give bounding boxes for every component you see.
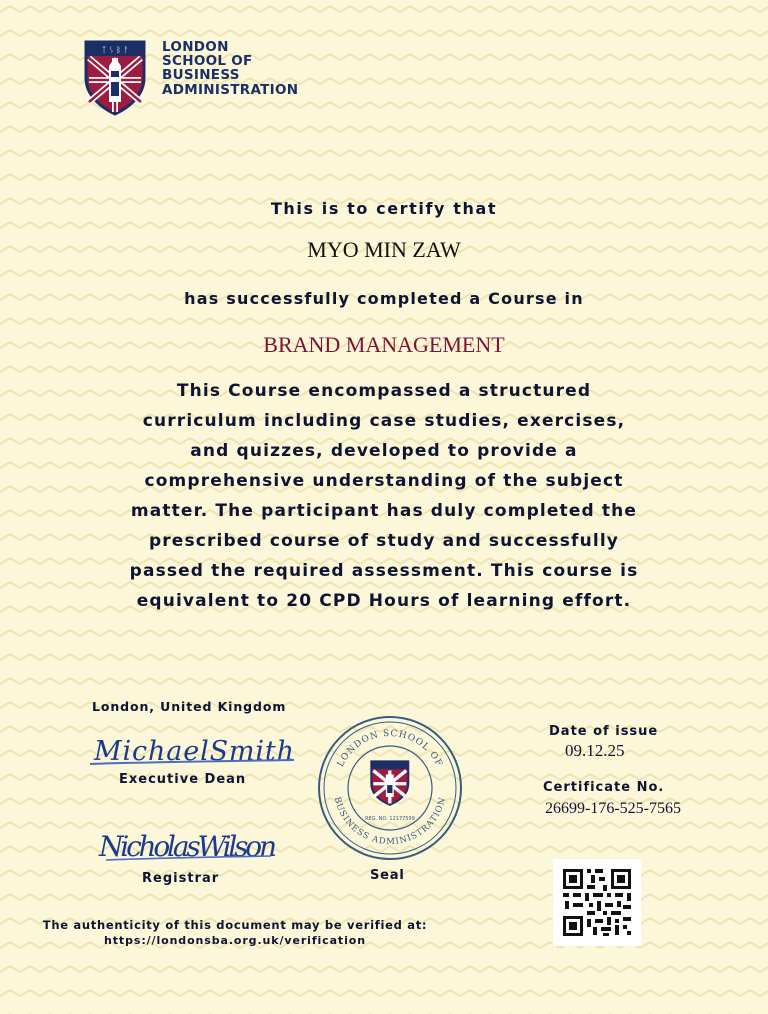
course-title: BRAND MANAGEMENT <box>263 332 505 357</box>
shield-logo-icon <box>84 40 146 116</box>
dean-signature-text: MichaelSmith <box>94 736 294 767</box>
issue-location: London, United Kingdom <box>92 699 287 714</box>
seal-label: Seal <box>370 868 405 883</box>
institution-name-line: ADMINISTRATION <box>162 81 299 98</box>
dean-title: Executive Dean <box>119 772 247 787</box>
description-line: equivalent to 20 CPD Hours of learning effort. <box>136 591 632 611</box>
seal-ring-bottom: BUSINESS ADMINISTRATION <box>331 795 449 848</box>
institution-name-line: BUSINESS <box>162 67 240 84</box>
seal-ring-top: LONDON SCHOOL OF <box>335 728 445 769</box>
institution-name-line: SCHOOL OF <box>162 53 253 70</box>
institution-name-line: LONDON <box>162 39 229 55</box>
registrar-title: Registrar <box>142 871 220 886</box>
description-line: and quizzes, developed to provide a <box>190 441 578 461</box>
qr-code-icon[interactable] <box>553 859 641 946</box>
course-description <box>110 376 658 616</box>
verification-url[interactable]: https://londonsba.org.uk/verification <box>104 934 366 947</box>
recipient-name: MYO MIN ZAW <box>307 237 461 262</box>
description-line: matter. The participant has duly completed the <box>130 501 638 521</box>
date-of-issue-label: Date of issue <box>549 724 659 739</box>
description-line: curriculum including case studies, exercises, <box>142 411 626 431</box>
date-of-issue-value: 09.12.25 <box>565 741 625 760</box>
registrar-signature-text: NicholasWilson <box>99 830 277 863</box>
certify-intro: This is to certify that <box>270 199 498 218</box>
shield-runes: ᛏ ᛊ ᛒ ᚨ <box>101 45 129 55</box>
registrar-signature <box>96 818 281 874</box>
description-line: passed the required assessment. This course is <box>129 561 639 581</box>
institution-name <box>162 40 298 97</box>
description-line: This Course encompassed a structured <box>176 381 592 401</box>
official-seal <box>316 714 464 862</box>
dean-signature <box>84 730 304 774</box>
description-line: comprehensive understanding of the subject <box>144 471 624 491</box>
completion-text: has successfully completed a Course in <box>184 289 584 308</box>
certificate-number-value: 26699-176-525-7565 <box>545 800 681 817</box>
certificate-number-label: Certificate No. <box>543 780 665 795</box>
description-line: prescribed course of study and successfully <box>148 531 620 551</box>
verification-text: The authenticity of this document may be verified at: <box>42 918 428 932</box>
seal-reg-number: REG. NO. 12177599 <box>365 816 415 822</box>
